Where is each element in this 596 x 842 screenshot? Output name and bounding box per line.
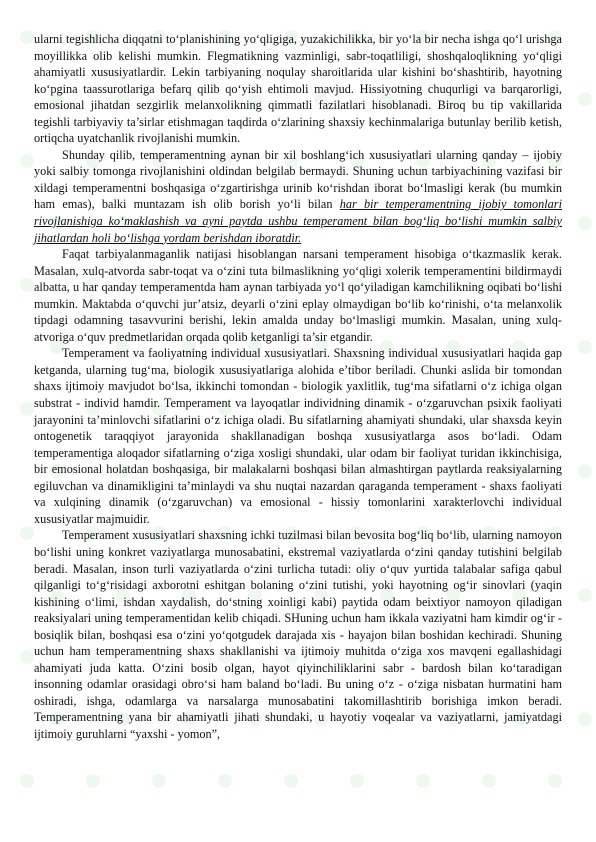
paragraph-2-text: Shunday qilib, temperamentning aynan bir xil boshlang‘ich xususiyatlari ularning qanday – ijobiy yoki salbiy tomonga rivojlanishini oldindan belgilab bermaydi. Shuning uchun tarbiyachining vazifasi bir xildagi temperamentni boshqasiga o‘zgartirishga urinib ko‘rishdan iborat bo‘lmasligi kerak (bu mumkin ham emas), balki muntazam ish olib borish yo‘li bilan (34, 147, 562, 212)
paragraph-2-emphasis: har bir temperamentning ijobiy tomonlari rivojlanishiga ko‘maklashish va ayni paytda ushbu temperament bilan bog‘liq bo‘lishi mumkin salbiy jihatlardan holi bo‘lishga yordam berishdan iboratdir. (34, 197, 562, 245)
paragraph-1: ularni tegishlicha diqqatni to‘planishining yo‘qligiga, yuzakichilikka, bir yo‘la bir necha ishga qo‘l urishga moyillikka olib kelishi mumkin. Flegmatikning vazminligi, sabr-toqatliligi, shoshqaloqlikning yo‘qligi ahamiyatli xususiyatlardir. Lekin tarbiyaning noqulay sharoitlarida ular kishini bo‘shashtirib, hayotning ko‘pgina taassurotlariga befarq qilib qo‘yish ehtimoli mavjud. Hissiyotning chuqurligi va barqarorligi, emosional jihatdan sezgirlik melanxolikning qimmatli fazilatlari hisoblanadi. Biroq bu tip vakillarida tegishli tarbiyaviy ta’sirlar etishmagan taqdirda o‘zlarining shaxsiy kechinmalariga butunlay berilib ketish, ortiqcha uyatchanlik rivojlanishi mumkin. (34, 32, 562, 146)
paragraph-3: Faqat tarbiyalanmaganlik natijasi hisoblangan narsani temperament hisobiga o‘tkazmaslik kerak. Masalan, xulq-atvorda sabr-toqat va o‘zini tuta bilmaslikning yo‘qligi xolerik temperamentini bildirmaydi albatta, u har qanday temperamentda ham aynan tarbiyada yo‘l qo‘yiladigan kamchilikning oqibati bo‘lishi mumkin. Maktabda o‘quvchi jur’atsiz, deyarli o‘zini eplay olmaydigan bo‘lib ko‘rinishi, o‘ta melanxolik tipdagi odamning tasavvurini berishi, lekin amalda unday bo‘lmasligi mumkin. Masalan, uning xulq-atvoriga o‘quv predmetlaridan orqada qolib ketganligi ta’sir etgandir. (34, 247, 562, 344)
paragraph-4: Temperament va faoliyatning individual xususiyatlari. Shaxsning individual xususiyatlari haqida gap ketganda, ularning tug‘ma, biologik xususiyatlariga alohida e’tibor beriladi. Chunki aslida bir tomondan shaxs ijtimoiy mavjudot bo‘lsa, ikkinchi tomondan - biologik yaxlitlik, tug‘ma sifatlarni o‘z ichiga olgan substrat - individ hamdir. Temperament va layoqatlar individning dinamik - o‘zgaruvchan psixik faoliyati jarayonini ta’minlovchi sifatlarini o‘z ichiga oladi. Bu sifatlarning ahamiyati shundaki, ular shaxsda keyin ontogenetik taraqqiyot jarayonida shakllanadigan boshqa xususiyatlarga asos bo‘ladi. Odam temperamentiga aloqador sifatlarning o‘ziga xosligi shundaki, ular odam bir faoliyat turidan ikkinchisiga, bir emosional holatdan boshqasiga, bir malakalarni boshqasi bilan almashtirgan paytlarda reaksiyalarning egiluvchan va dinamikligini ta’minlaydi va shu nuqtai nazardan qaraganda temperament - shaxs faoliyati va xulqining dinamik (o‘zgaruvchan) va emosional - hissiy tomonlarini xarakterlovchi individual xususiyatlar majmuidir. (34, 346, 562, 526)
paragraph-2 (34, 147, 562, 246)
paragraph-5: Temperament xususiyatlari shaxsning ichki tuzilmasi bilan bevosita bog‘liq bo‘lib, ularning namoyon bo‘lishi uning konkret vaziyatlarga munosabatini, ekstremal vaziyatlarda o‘zini qanday tutishini belgilab beradi. Masalan, inson turli vaziyatlarda o‘zini turlicha tutadi: oliy o‘quv yurtida talabalar safiga qabul qilganligi to‘g‘risidagi axborotni eshitgan bolaning o‘zini tutishi, yoki hayotning og‘ir sinovlari (yaqin kishining o‘limi, ishdan xaydalish, do‘stning xoinligi kabi) paytida odam beixtiyor namoyon qiladigan reaksiyalari uning temperamentidan kelib chiqadi. SHuning uchun ham ikkala vaziyatni ham kimdir og‘ir - bosiqlik bilan, boshqasi esa o‘zini yo‘qotgudek darajada xis - hayajon bilan boshidan kechiradi. Shuning uchun ham temperamentning shaxs shakllanishi va ijtimoiy muhitda o‘ziga xos mavqeni egallashidagi ahamiyati juda katta. O‘zini bosib olgan, hayot qiyinchiliklarini sabr - bardosh bilan ko‘taradigan insonning odamlar orasidagi obro‘si ham baland bo‘ladi. Bu uning o‘z - o‘ziga nisbatan hurmatini ham oshiradi, ishga, odamlarga va narsalarga munosabatini takomillashtirib borishiga imkon beradi. Temperamentning yana bir ahamiyatli jihati shundaki, u hayotiy voqealar va vaziyatlarni, jamiyatdagi ijtimoiy guruhlarni “yaxshi - yomon”, (34, 528, 562, 741)
